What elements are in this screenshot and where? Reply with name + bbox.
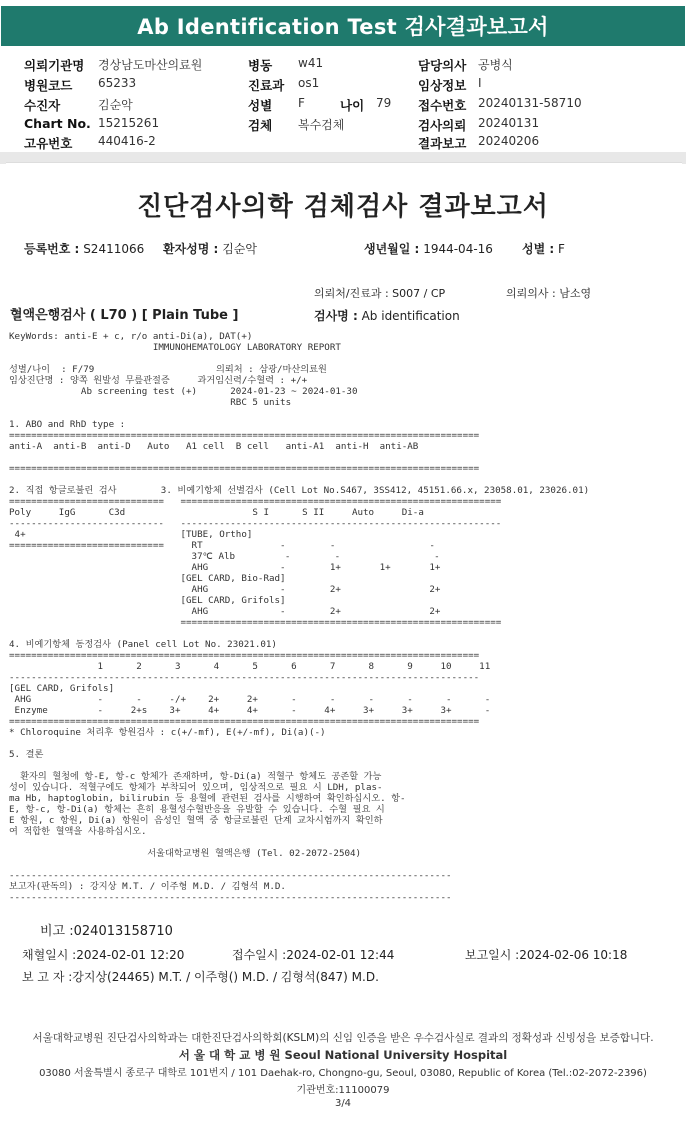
- doctor-label: 의뢰의사 :: [506, 287, 556, 300]
- header-value: 440416-2: [98, 134, 156, 148]
- report-line: [9, 628, 681, 639]
- report-line: -------------------------------------------------------------------------------------: [9, 672, 480, 683]
- reporter-value: 강지상(24465) M.T. / 이주형() M.D. / 김형석(847) M.D.: [72, 970, 379, 984]
- report-line: 2. 직접 항글로불린 검사 3. 비예기항체 선별검사 (Cell Lot No.S467, 3SS412, 45151.66.x, 23058.01, 23026.01): [9, 485, 590, 496]
- note-label: 비고 :: [40, 924, 74, 939]
- header-label: 고유번호: [24, 136, 73, 151]
- report-line: [9, 353, 681, 364]
- header-value: 20240206: [478, 134, 540, 148]
- report-line: =====================================================================================: [9, 650, 480, 661]
- report-line: AHG - - -/+ 2+ 2+ - - - - - -: [9, 694, 491, 705]
- report-line: 보고자(판독의) : 강지상 M.T. / 이주형 M.D. / 김형석 M.D.: [9, 881, 286, 892]
- ordering-doctor: [506, 285, 591, 301]
- sex: [522, 240, 565, 257]
- header-value: 김순악: [98, 98, 133, 112]
- report-value: 2024-02-06 10:18: [519, 948, 628, 962]
- reg-label: 등록번호 :: [24, 242, 80, 256]
- header-value: w41: [298, 56, 324, 70]
- name-value: 김순악: [222, 242, 257, 256]
- header-value: 20240131-58710: [478, 96, 582, 110]
- report-line: [GEL CARD, Bio-Rad]: [9, 573, 286, 584]
- report-line: 임상진단명 : 양쪽 원발성 무릎관절증 과거임신력/수혈력 : +/+: [9, 375, 308, 386]
- header-label: 병동: [248, 58, 273, 73]
- header-value: os1: [298, 76, 320, 90]
- header-label: 결과보고: [418, 136, 467, 151]
- report-line: 5. 결론: [9, 749, 44, 760]
- header-label: 수진자: [24, 98, 61, 113]
- dept-label: 의뢰처/진료과 :: [314, 287, 389, 300]
- receive-time: [232, 946, 394, 963]
- report-line: [9, 760, 681, 771]
- report-line: AHG - 1+ 1+ 1+: [9, 562, 441, 573]
- report-line: --------------------------------------------------------------------------------: [9, 892, 452, 903]
- report-line: [9, 452, 681, 463]
- hospital-address: 03080 서울특별시 종로구 대학로 101번지 / 101 Daehak-ro, Chongno-gu, Seoul, 03080, Republic of Korea (Tel.:02-2072-2396): [39, 1068, 647, 1079]
- reporter: [22, 968, 379, 985]
- report-title: 진단검사의학 검체검사 결과보고서: [137, 192, 549, 222]
- report-line: * Chloroquine 처리후 항원검사 : c(+/-mf), E(+/-mf), Di(a)(-): [9, 727, 326, 738]
- report-line: ---------------------------- ----------------------------------------------------------: [9, 518, 502, 529]
- note-value: 024013158710: [73, 924, 173, 939]
- test-name-label: 검사명 :: [314, 309, 358, 323]
- report-line: =====================================================================================: [9, 430, 480, 441]
- collect-label: 채혈일시 :: [22, 948, 77, 962]
- report-line: KeyWords: anti-E + c, r/o anti-Di(a), DAT(+): [9, 331, 253, 342]
- header-label: 검체: [248, 118, 273, 133]
- report-line: Poly IgG C3d S I S II Auto Di-a: [9, 507, 424, 518]
- dob: [364, 240, 493, 257]
- receive-label: 접수일시 :: [232, 948, 287, 962]
- report-line: E 항원, c 항원, Di(a) 항원이 음성인 혈액 중 항글로불린 단계 교차시험까지 확인하: [9, 815, 383, 826]
- header-label: 성별: [248, 98, 273, 113]
- report-line: ============================ RT - - -: [9, 540, 435, 551]
- report-line: anti-A anti-B anti-D Auto A1 cell B cell anti-A1 anti-H anti-AB: [9, 441, 419, 452]
- reporter-label: 보 고 자 :: [22, 970, 73, 984]
- report-line: 4+ [TUBE, Ortho]: [9, 529, 253, 540]
- header-label: 병원코드: [24, 78, 73, 93]
- header-value: 20240131: [478, 116, 540, 130]
- name-label: 환자성명 :: [163, 242, 219, 256]
- request-header: [0, 52, 686, 152]
- report-line: [GEL CARD, Grifols]: [9, 595, 286, 606]
- report-line: ma Hb, haptoglobin, bilirubin 등 용혈에 관련된 검사를 시행하여 확인하십시오. 항-: [9, 793, 406, 804]
- report-time: [465, 946, 627, 963]
- header-value: 15215261: [98, 116, 160, 130]
- sex-value: F: [558, 242, 565, 256]
- collect-value: 2024-02-01 12:20: [76, 948, 185, 962]
- page-number: 3/4: [334, 1098, 352, 1109]
- age-label: 나이: [340, 98, 365, 113]
- test-section: 혈액은행검사 ( L70 ) [ Plain Tube ]: [10, 308, 239, 323]
- report-line: ============================ ==========================================================: [9, 496, 502, 507]
- report-line: E, 항-c, 항-Di(a) 항체는 흔히 용혈성수혈반응을 유발할 수 있습니다. 수혈 필요 시: [9, 804, 385, 815]
- test-name: [314, 307, 460, 324]
- collect-time: [22, 946, 184, 963]
- certification-text: 서울대학교병원 진단검사의학과는 대한진단검사의학회(KSLM)의 신임 인증을 받은 우수검사실로 결과의 정확성과 신빙성을 보증합니다.: [32, 1032, 654, 1044]
- institution-number: 기관번호:11100079: [296, 1085, 390, 1096]
- report-line: 4. 비예기항체 동정검사 (Panel cell Lot No. 23021.01): [9, 639, 277, 650]
- reg-number: [24, 240, 144, 257]
- hospital-name: 서 울 대 학 교 병 원 Seoul National University Hospital: [178, 1048, 508, 1062]
- report-label: 보고일시 :: [465, 948, 520, 962]
- report-line: 37℃ Alb - - -: [9, 551, 440, 562]
- header-label: 진료과: [248, 78, 285, 93]
- dept-value: S007 / CP: [392, 287, 446, 300]
- report-line: =====================================================================================: [9, 716, 480, 727]
- dob-value: 1944-04-16: [423, 242, 493, 256]
- header-value: I: [478, 76, 482, 90]
- report-line: [9, 859, 681, 870]
- report-line: 1. ABO and RhD type :: [9, 419, 126, 430]
- report-line: 서울대학교병원 혈액은행 (Tel. 02-2072-2504): [9, 848, 362, 859]
- report-line: [9, 738, 681, 749]
- report-line: [9, 474, 681, 485]
- header-label: 검사의뢰: [418, 118, 467, 133]
- banner-title: Ab Identification Test 검사결과보고서: [137, 15, 549, 39]
- report-line: 성이 있습니다. 적혈구에도 항체가 부착되어 있으며, 임상적으로 필요 시 LDH, plas-: [9, 782, 383, 793]
- report-line: 성별/나이 : F/79 의뢰처 : 삼광/마산의료원: [9, 364, 327, 375]
- dept: [314, 285, 445, 301]
- report-line: --------------------------------------------------------------------------------: [9, 870, 452, 881]
- header-label: Chart No.: [24, 116, 91, 131]
- report-line: ==========================================================: [9, 617, 502, 628]
- sex-label: 성별 :: [522, 242, 555, 256]
- doctor-value: 남소영: [559, 287, 592, 300]
- dob-label: 생년월일 :: [364, 242, 420, 256]
- report-line: Enzyme - 2+s 3+ 4+ 4+ - 4+ 3+ 3+ 3+ -: [9, 705, 491, 716]
- receive-value: 2024-02-01 12:44: [286, 948, 395, 962]
- report-line: Ab screening test (+) 2024-01-23 ~ 2024-01-30: [9, 386, 358, 397]
- header-value: F: [298, 96, 305, 110]
- header-label: 의뢰기관명: [24, 58, 85, 73]
- header-label: 임상정보: [418, 78, 467, 93]
- report-line: AHG - 2+ 2+: [9, 606, 441, 617]
- header-value: 65233: [98, 76, 137, 90]
- report-line: 1 2 3 4 5 6 7 8 9 10 11: [9, 661, 491, 672]
- report-line: AHG - 2+ 2+: [9, 584, 441, 595]
- report-line: [9, 408, 681, 419]
- report-line: =====================================================================================: [9, 463, 480, 474]
- header-label: 접수번호: [418, 98, 467, 113]
- report-line: [9, 837, 681, 848]
- patient-name: [163, 240, 257, 257]
- report-line: [GEL CARD, Grifols]: [9, 683, 115, 694]
- note: [40, 920, 173, 939]
- report-line: IMMUNOHEMATOLOGY LABORATORY REPORT: [9, 342, 341, 353]
- header-value: 경상남도마산의료원: [98, 58, 203, 72]
- header-label: 담당의사: [418, 58, 467, 73]
- report-line: 환자의 혈청에 항-E, 항-c 항체가 존재하며, 항-Di(a) 적혈구 항체도 공존할 가능: [9, 771, 382, 782]
- report-banner: [1, 6, 685, 46]
- age-value: 79: [376, 96, 392, 110]
- header-value: 복수검체: [298, 118, 345, 132]
- header-value: 공병식: [478, 58, 513, 72]
- report-line: 여 적합한 혈액을 사용하십시오.: [9, 826, 147, 837]
- report-body: [9, 331, 681, 903]
- test-name-value: Ab identification: [361, 309, 460, 323]
- report-line: RBC 5 units: [9, 397, 292, 408]
- reg-value: S2411066: [83, 242, 145, 256]
